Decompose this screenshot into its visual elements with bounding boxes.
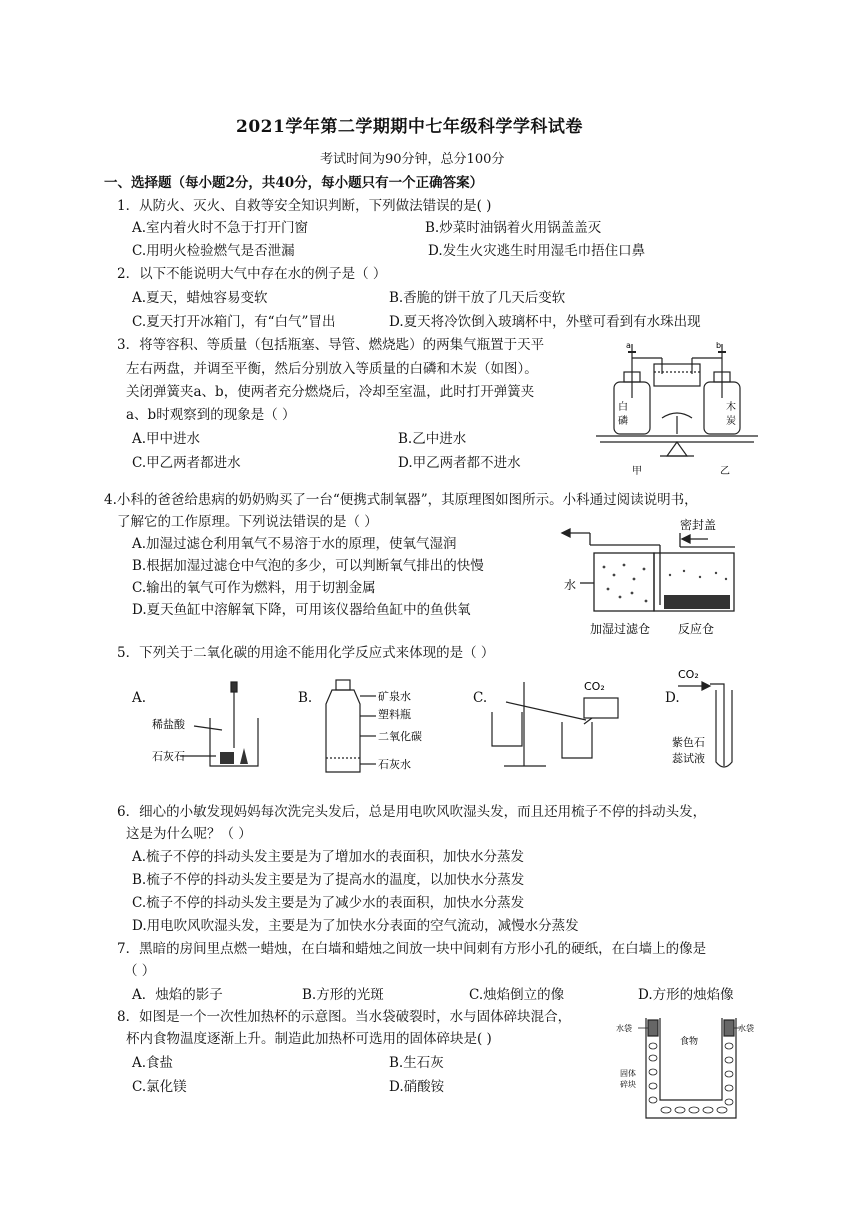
q8-heating-cup-figure <box>616 1014 756 1126</box>
q2-option-d[interactable]: D.夏天将冷饮倒入玻璃杯中，外壁可看到有水珠出现 <box>389 314 701 330</box>
q4-seal-label: 密封盖 <box>680 518 717 532</box>
q8-option-a[interactable]: A.食盐 <box>132 1055 174 1071</box>
q5-figure-d <box>672 666 752 774</box>
q5-b-label-limewater: 石灰水 <box>378 758 411 771</box>
q5-d-litmus-label2: 蕊试液 <box>672 752 705 765</box>
q4-option-b[interactable]: B.根据加湿过滤仓中气泡的多少，可以判断氧气排出的快慢 <box>132 558 484 574</box>
q3-option-a[interactable]: A.甲中进水 <box>132 431 201 447</box>
q7-stem-line2: （ ） <box>124 963 156 979</box>
q4-option-d[interactable]: D.夏天鱼缸中溶解氧下降，可用该仪器给鱼缸中的鱼供氧 <box>132 602 471 618</box>
q5-c-co2-label: CO₂ <box>584 680 605 693</box>
q5-b-label-bottle: 塑料瓶 <box>378 708 411 721</box>
q3-stem-line2: 左右两盘，并调至平衡，然后分别放入等质量的白磷和木炭（如图）。 <box>126 361 538 377</box>
q1-option-d[interactable]: D.发生火灾逃生时用湿毛巾捂住口鼻 <box>428 243 646 259</box>
q3-jia-label: 甲 <box>632 466 642 477</box>
exam-info: 考试时间为90分钟，总分100分 <box>320 152 505 167</box>
q5-figure-a <box>150 678 270 773</box>
q1-stem: 1．从防火、灭火、自救等安全知识判断，下列做法错误的是( ) <box>117 198 492 214</box>
q8-solid-label1: 固体 <box>620 1069 636 1078</box>
q2-stem: 2．以下不能说明大气中存在水的例子是（ ） <box>117 266 387 282</box>
q5-figure-b <box>318 676 463 776</box>
q1-option-b[interactable]: B.炒菜时油锅着火用锅盖盖灭 <box>425 220 602 236</box>
section-heading: 一、选择题（每小题2分，共40分，每小题只有一个正确答案） <box>104 175 484 191</box>
q3-balance-figure <box>592 338 762 478</box>
q3-option-d[interactable]: D.甲乙两者都不进水 <box>398 455 521 471</box>
q8-stem-line2: 杯内食物温度逐渐上升。制造此加热杯可选用的固体碎块是( ) <box>126 1031 492 1047</box>
q2-option-b[interactable]: B.香脆的饼干放了几天后变软 <box>389 290 566 306</box>
q5-option-a-label[interactable]: A. <box>132 690 147 706</box>
q8-water-bag-right-label: 水袋 <box>738 1024 754 1033</box>
q5-d-co2-label: CO₂ <box>678 668 699 681</box>
q4-stem-line2: 了解它的工作原理。下列说法错误的是（ ） <box>117 514 378 530</box>
q7-option-d[interactable]: D.方形的烛焰像 <box>638 987 734 1003</box>
q3-stem-line4: a、b时观察到的现象是（ ） <box>126 407 296 423</box>
q8-option-d[interactable]: D.硝酸铵 <box>389 1079 445 1095</box>
q4-option-c[interactable]: C.输出的氧气可作为燃料，用于切割金属 <box>132 580 376 596</box>
q6-option-d[interactable]: D.用电吹风吹湿头发，主要是为了加快水分表面的空气流动，减慢水分蒸发 <box>132 918 579 934</box>
q5-d-litmus-label1: 紫色石 <box>672 736 705 749</box>
q3-stem-line1: 3．将等容积、等质量（包括瓶塞、导管、燃烧匙）的两集气瓶置于天平 <box>117 337 545 353</box>
q1-option-a[interactable]: A.室内着火时不急于打开门窗 <box>132 220 309 236</box>
q4-water-label: 水 <box>564 578 577 592</box>
page-title: 2021学年第二学期期中七年级科学学科试卷 <box>236 117 583 137</box>
q6-option-a[interactable]: A.梳子不停的抖动头发主要是为了增加水的表面积，加快水分蒸发 <box>132 849 525 865</box>
q5-option-d-label[interactable]: D. <box>665 690 680 706</box>
q4-oxygen-generator-figure <box>560 515 760 640</box>
q4-humidifier-label: 加湿过滤仓 <box>590 622 651 636</box>
q1-option-c[interactable]: C.用明火检验燃气是否泄漏 <box>132 243 295 259</box>
q4-option-a[interactable]: A.加湿过滤仓利用氧气不易溶于水的原理，使氧气湿润 <box>132 536 457 552</box>
q7-stem-line1: 7．黑暗的房间里点燃一蜡烛，在白墙和蜡烛之间放一块中间刺有方形小孔的硬纸，在白墙上的像是 <box>117 941 707 957</box>
q4-reactor-label: 反应仓 <box>678 622 715 636</box>
q3-option-c[interactable]: C.甲乙两者都进水 <box>132 455 241 471</box>
q7-option-c[interactable]: C.烛焰倒立的像 <box>469 987 565 1003</box>
q5-a-acid-label: 稀盐酸 <box>152 718 185 731</box>
q8-stem-line1: 8．如图是一个一次性加热杯的示意图。当水袋破裂时，水与固体碎块混合， <box>117 1009 572 1025</box>
q6-stem-line2: 这是为什么呢？（ ） <box>126 826 252 842</box>
q6-stem-line1: 6．细心的小敏发现妈妈每次洗完头发后，总是用电吹风吹湿头发，而且还用梳子不停的抖动头发， <box>117 804 707 820</box>
q5-b-label-water: 矿泉水 <box>378 690 411 703</box>
q3-clamp-b-label: b <box>716 341 722 350</box>
q3-yi-label: 乙 <box>720 466 730 477</box>
q5-a-limestone-label: 石灰石 <box>152 750 185 763</box>
q4-stem-line1: 4.小科的爸爸给患病的奶奶购买了一台“便携式制氧器”，其原理图如图所示。小科通过阅读说明书， <box>104 492 698 508</box>
q5-figure-c <box>488 676 638 776</box>
q8-option-c[interactable]: C.氯化镁 <box>132 1079 187 1095</box>
q6-option-b[interactable]: B.梳子不停的抖动头发主要是为了提高水的温度，以加快水分蒸发 <box>132 872 525 888</box>
q8-option-b[interactable]: B.生石灰 <box>389 1055 444 1071</box>
q2-option-c[interactable]: C.夏天打开冰箱门，有“白气”冒出 <box>132 314 336 330</box>
q3-clamp-a-label: a <box>626 341 631 350</box>
q3-white-phosphorus-label1: 白 <box>618 402 628 413</box>
q5-stem: 5．下列关于二氧化碳的用途不能用化学反应式来体现的是（ ） <box>117 645 495 661</box>
q7-option-a[interactable]: A．烛焰的影子 <box>132 987 223 1003</box>
q3-option-b[interactable]: B.乙中进水 <box>398 431 467 447</box>
q8-food-label: 食物 <box>680 1037 699 1047</box>
q6-option-c[interactable]: C.梳子不停的抖动头发主要是为了减少水的表面积，加快水分蒸发 <box>132 895 525 911</box>
q3-white-phosphorus-label2: 磷 <box>618 416 628 427</box>
q3-charcoal-label1: 木 <box>726 402 736 413</box>
q5-option-b-label[interactable]: B. <box>298 690 313 706</box>
q8-solid-label2: 碎块 <box>620 1080 636 1089</box>
q7-option-b[interactable]: B.方形的光斑 <box>302 987 384 1003</box>
q2-option-a[interactable]: A.夏天，蜡烛容易变软 <box>132 290 268 306</box>
q8-water-bag-left-label: 水袋 <box>616 1024 632 1033</box>
q5-option-c-label[interactable]: C. <box>473 690 488 706</box>
q3-stem-line3: 关闭弹簧夹a、b，使两者充分燃烧后，冷却至室温，此时打开弹簧夹 <box>126 384 535 400</box>
q5-b-label-co2: 二氧化碳 <box>378 730 422 743</box>
q3-charcoal-label2: 炭 <box>726 416 736 427</box>
